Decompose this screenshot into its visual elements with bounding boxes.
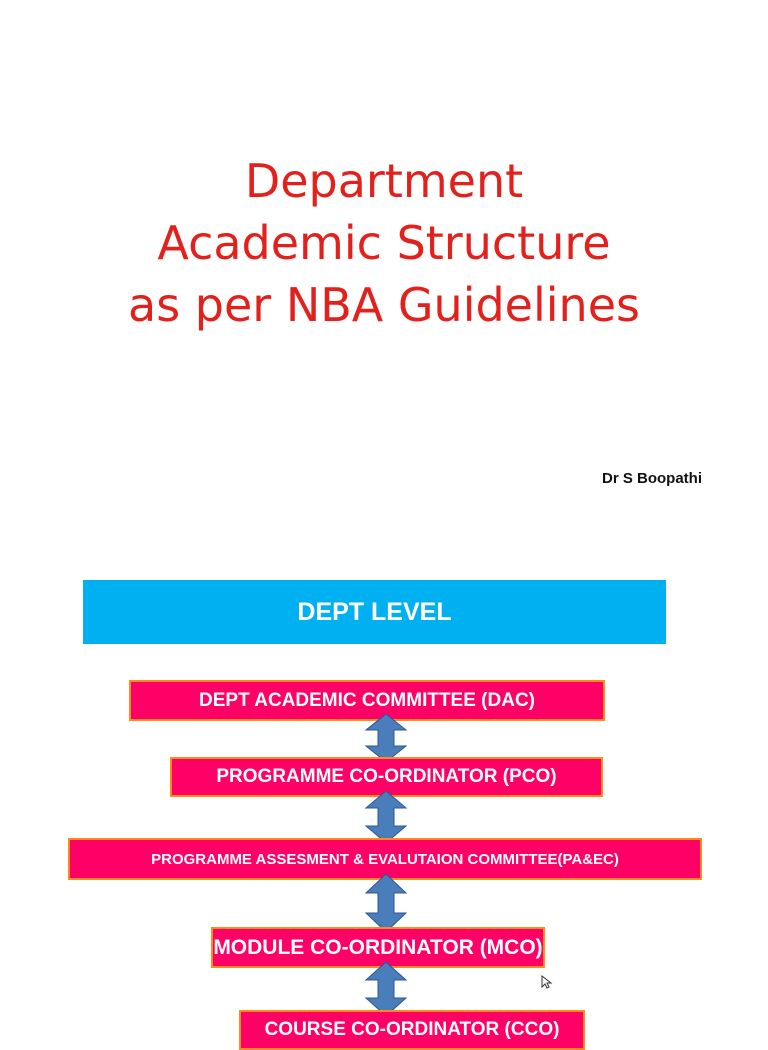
- double-arrow-icon: [364, 714, 408, 762]
- box-dac: DEPT ACADEMIC COMMITTEE (DAC): [129, 680, 605, 721]
- double-arrow-icon: [364, 791, 408, 843]
- title-line-2: Academic Structure: [157, 216, 611, 270]
- dept-level-header: DEPT LEVEL: [83, 580, 666, 644]
- box-mco: MODULE CO-ORDINATOR (MCO): [211, 927, 545, 968]
- title-line-3: as per NBA Guidelines: [128, 278, 640, 332]
- double-arrow-icon: [364, 874, 408, 932]
- slide-title: [0, 150, 768, 336]
- mouse-pointer-icon: [541, 975, 553, 989]
- double-arrow-icon: [364, 962, 408, 1016]
- box-pco: PROGRAMME CO-ORDINATOR (PCO): [170, 757, 603, 797]
- box-cco: COURSE CO-ORDINATOR (CCO): [239, 1010, 585, 1050]
- structure-slide: [0, 540, 768, 1040]
- title-line-1: Department: [244, 154, 524, 208]
- author-name: Dr S Boopathi: [602, 470, 702, 487]
- box-paec: PROGRAMME ASSESMENT & EVALUTAION COMMITTEE(PA&EC): [68, 838, 702, 880]
